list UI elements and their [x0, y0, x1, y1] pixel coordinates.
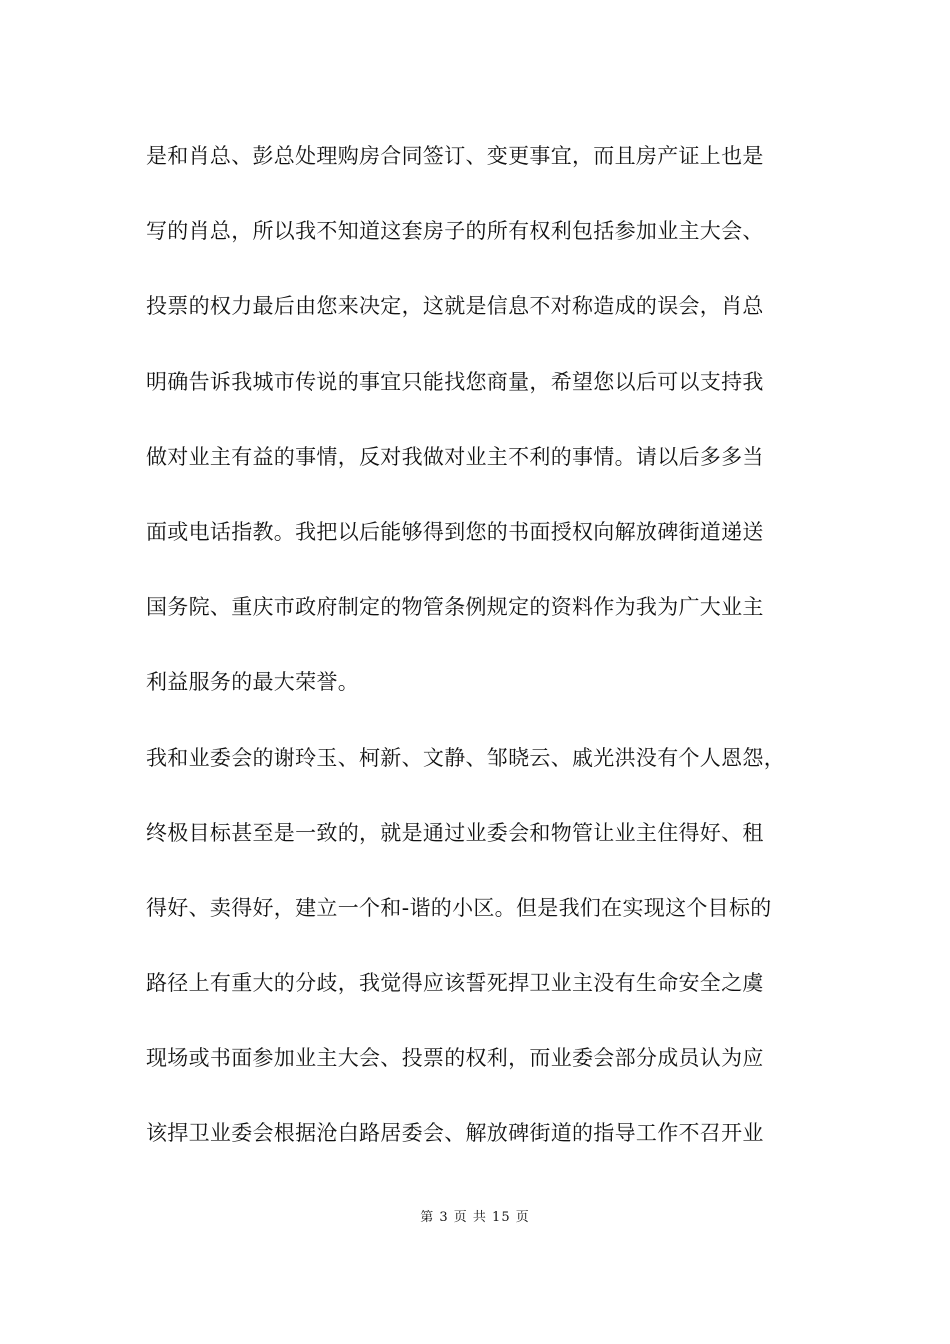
text-line: 做对业主有益的事情，反对我做对业主不利的事情。请以后多多当	[146, 444, 764, 469]
body-text	[146, 128, 816, 1181]
text-line: 我和业委会的谢玲玉、柯新、文静、邹晓云、戚光洪没有个人恩怨，	[146, 745, 785, 770]
text-line: 是和肖总、彭总处理购房合同签订、变更事宜，而且房产证上也是	[146, 144, 764, 168]
text-line: 得好、卖得好，建立一个和-谐的小区。但是我们在实现这个目标的	[146, 895, 772, 920]
text-line: 面或电话指教。我把以后能够得到您的书面授权向解放碑街道递送	[146, 519, 764, 544]
text-line: 明确告诉我城市传说的事宜只能找您商量，希望您以后可以支持我	[146, 369, 764, 394]
text-line: 路径上有重大的分歧，我觉得应该誓死捍卫业主没有生命安全之虞	[146, 971, 764, 996]
text-line: 投票的权力最后由您来决定，这就是信息不对称造成的误会，肖总	[146, 294, 764, 319]
text-line: 国务院、重庆市政府制定的物管条例规定的资料作为我为广大业主	[146, 595, 764, 620]
text-line: 该捍卫业委会根据沧白路居委会、解放碑街道的指导工作不召开业	[146, 1121, 764, 1146]
text-line: 利益服务的最大荣誉。	[146, 670, 359, 695]
page-number-footer: 第 3 页 共 15 页	[420, 1210, 530, 1225]
text-line: 写的肖总，所以我不知道这套房子的所有权利包括参加业主大会、	[146, 219, 764, 244]
text-line: 现场或书面参加业主大会、投票的权利，而业委会部分成员认为应	[146, 1046, 764, 1071]
text-line: 终极目标甚至是一致的，就是通过业委会和物管让业主住得好、租	[146, 820, 764, 845]
